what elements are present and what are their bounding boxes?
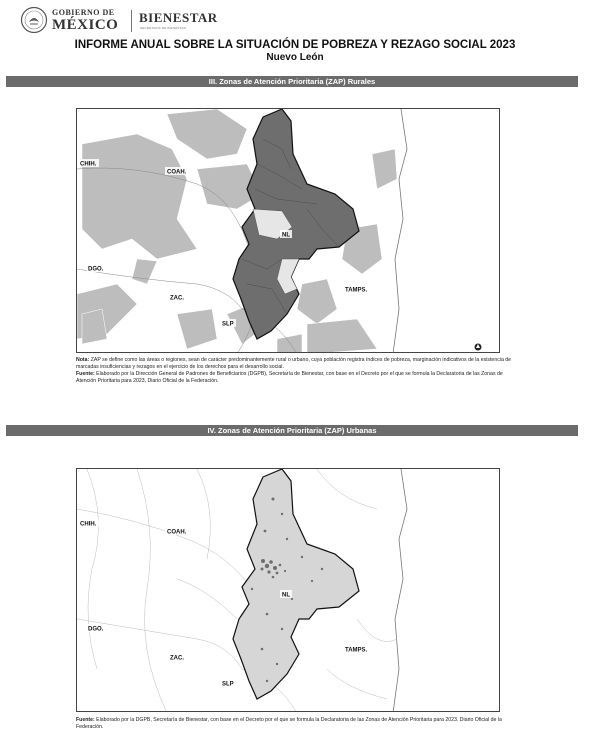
source-text-rural: Elaborado por la Dirección General de Padrones de Beneficiarios (DGPB), Secretaría de Bienestar, con base en el Decreto por el que se formula la Declaratoria de las Zonas de Atención Prioritaria para 2023, Diario Oficial de la Federación. xyxy=(76,371,503,384)
header-divider xyxy=(131,10,132,32)
label-dgo: DGO. xyxy=(88,626,104,633)
label-chih: CHIH. xyxy=(80,161,97,168)
north-arrow-icon xyxy=(475,344,482,351)
note-label: Nota: xyxy=(76,357,90,363)
label-zac: ZAC. xyxy=(170,295,184,302)
label-zac: ZAC. xyxy=(170,655,184,662)
notes-rural xyxy=(76,357,516,385)
source-text-urban: Elaborado por la DGPB, Secretaría de Bienestar, con base en el Decreto por el que se formula la Declaratoria de las Zonas de Atención Prioritaria para 2023. Diario Oficial de la Federación. xyxy=(76,717,502,730)
label-tamps: TAMPS. xyxy=(345,647,368,654)
label-chih: CHIH. xyxy=(80,521,97,528)
label-dgo: DGO. xyxy=(88,266,104,273)
label-coah: COAH. xyxy=(167,169,187,176)
label-slp: SLP xyxy=(222,681,234,688)
page-title: INFORME ANUAL SOBRE LA SITUACIÓN DE POBREZA Y REZAGO SOCIAL 2023 xyxy=(74,39,516,51)
gob-line1: GOBIERNO DE xyxy=(52,8,115,17)
bienestar-subtext: SECRETARÍA DE BIENESTAR xyxy=(140,26,186,30)
map-rural-zap xyxy=(76,108,500,353)
label-slp: SLP xyxy=(222,321,234,328)
map-urban-zap xyxy=(76,468,500,712)
page-header xyxy=(0,0,590,40)
map-rural-svg xyxy=(77,109,500,353)
map-urban-svg xyxy=(77,469,500,712)
notes-urban xyxy=(76,717,516,731)
note-text: ZAP se define como las áreas o regiones, sean de carácter predominantemente rural o urbano, cuya población registra índices de pobreza, marginación indicativos de la existencia de marcadas insuficiencias y rezagos en el ejercicio de los derechos para el desarrollo social. xyxy=(76,357,512,370)
label-nl: NL xyxy=(282,592,290,599)
label-coah: COAH. xyxy=(167,529,187,536)
label-tamps: TAMPS. xyxy=(345,287,368,294)
section-heading-rural: III. Zonas de Atención Prioritaria (ZAP) Rurales xyxy=(6,76,578,87)
bienestar-logo-text: BIENESTAR xyxy=(139,10,218,25)
source-label-rural: Fuente: xyxy=(76,371,95,377)
section-heading-urban: IV. Zonas de Atención Prioritaria (ZAP) Urbanas xyxy=(6,425,578,436)
coat-of-arms-icon xyxy=(20,6,48,34)
gob-line2: MÉXICO xyxy=(52,17,119,33)
label-nl: NL xyxy=(282,232,290,239)
page-subtitle: Nuevo León xyxy=(266,52,324,63)
source-label-urban: Fuente: xyxy=(76,717,95,723)
government-logo-text xyxy=(52,9,118,33)
